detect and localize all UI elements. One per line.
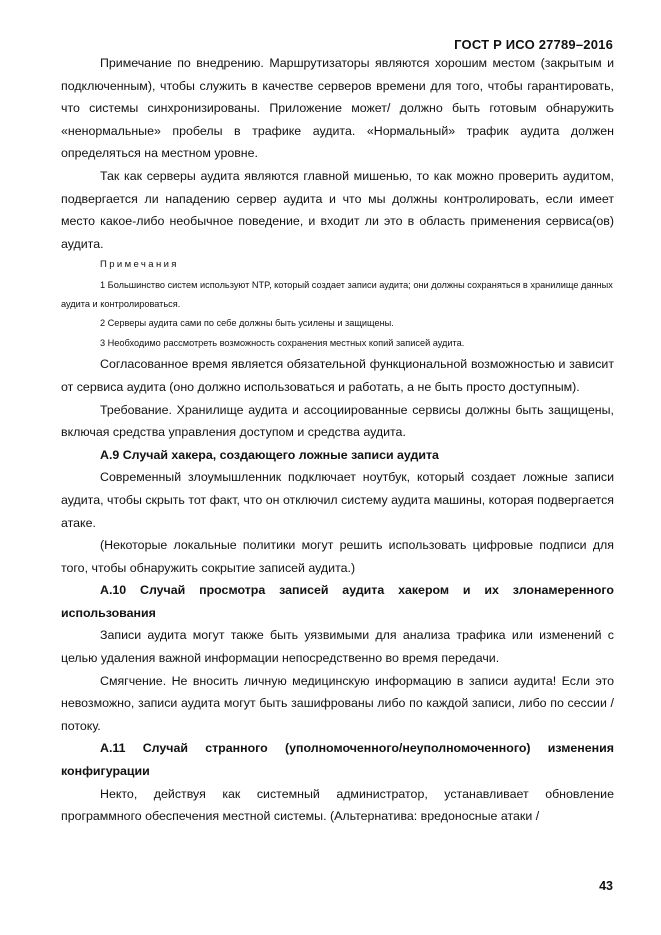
document-standard-header: ГОСТ Р ИСО 27789–2016	[454, 37, 613, 52]
paragraph-a9-1: Современный злоумышленник подключает ноутбук, который создает ложные записи аудита, чтобы скрыть тот факт, что он отключил систему аудита машины, которая подвергается атаке.	[61, 470, 614, 530]
page-number: 43	[599, 879, 613, 893]
paragraph-a10-2: Смягчение. Не вносить личную медицинскую информацию в записи аудита! Если это невозможно, записи аудита могут быть зашифрованы либо по каждой записи, либо по сессии / потоку.	[61, 673, 614, 733]
paragraph-audit-servers: Так как серверы аудита являются главной мишенью, то как можно проверить аудитом, подвергается ли нападению сервер аудита и что мы должны контролировать, если имеет место какое-либо необычное поведение, и входит ли это в область применения сервиса(ов) аудита.	[61, 168, 614, 251]
note-item-3: 3 Необходимо рассмотреть возможность сохранения местных копий записей аудита.	[100, 337, 465, 348]
notes-title: Примечания	[100, 259, 179, 271]
note-item-1: 1 Большинство систем используют NTP, который создает записи аудита; они должны сохраняться в хранилище данных аудита и контролироваться.	[61, 280, 613, 310]
note-item-2: 2 Серверы аудита сами по себе должны быть усилены и защищены.	[100, 318, 394, 329]
paragraph-requirement: Требование. Хранилище аудита и ассоциированные сервисы должны быть защищены, включая средства управления доступом и средства аудита.	[61, 402, 614, 440]
section-heading-a9: А.9 Случай хакера, создающего ложные записи аудита	[100, 447, 439, 462]
paragraph-agreed-time: Согласованное время является обязательной функциональной возможностью и зависит от сервиса аудита (оно должно использоваться и работать, а не быть просто доступным).	[61, 357, 614, 394]
paragraph-a9-2: (Некоторые локальные политики могут решить использовать цифровые подписи для того, чтобы обнаружить сокрытие записей аудита.)	[61, 538, 614, 575]
section-heading-a10: А.10 Случай просмотра записей аудита хакером и их злонамеренного использования	[61, 583, 614, 620]
section-heading-a11: А.11 Случай странного (уполномоченного/неуполномоченного) изменения конфигурации	[61, 741, 614, 779]
paragraph-a10-1: Записи аудита могут также быть уязвимыми для анализа трафика или изменений с целью удаления важной информации непосредственно во время передачи.	[61, 628, 614, 666]
paragraph-a11-1: Некто, действуя как системный администратор, устанавливает обновление программного обеспечения местной системы. (Альтернатива: вредоносные атаки /	[61, 786, 614, 824]
paragraph-implementation-note: Примечание по внедрению. Маршрутизаторы являются хорошим местом (закрытым и подключенным), чтобы служить в качестве серверов времени для того, чтобы гарантировать, что системы синхронизированы. Приложение может/ должно быть готовым обнаружить «ненормальные» пробелы в трафике аудита. «Нормальный» трафик аудита должен определяться на местном уровне.	[61, 56, 614, 161]
page-body	[61, 52, 614, 828]
